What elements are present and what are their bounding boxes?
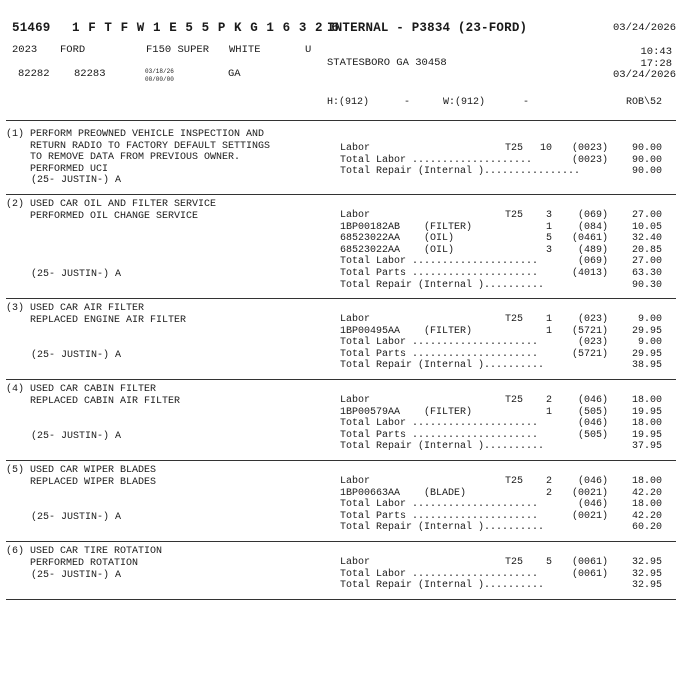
line-code: (023) [577,337,608,349]
technician: (25- JUSTIN-) A [31,569,122,581]
line-quantity: 1 [545,314,552,325]
line-quantity: 5 [545,233,552,245]
line-amount: 9.00 [637,314,662,325]
line-amount: 19.95 [631,406,662,418]
line-amount: 63.30 [631,268,662,279]
line-amount: 19.95 [631,429,662,441]
line-code: (0061) [571,557,608,568]
section-title-line: REPLACED ENGINE AIR FILTER [6,314,187,326]
line-description: Total Labor ..................... [340,499,539,511]
line-description: Labor [340,557,371,568]
line-code: (046) [577,476,608,487]
internal-code: INTERNAL - P3834 (23-FORD) [327,21,528,35]
line-quantity: 5 [545,557,552,568]
phone-home-dash: - [404,97,411,108]
vin: 1 F T F W 1 E 5 5 P K G 1 6 3 2 6 [72,21,340,35]
technician: (25- JUSTIN-) A [31,349,122,361]
line-quantity: 3 [545,244,552,256]
line-amount: 90.00 [631,166,662,178]
line-amount: 32.95 [631,580,662,592]
line-description: Total Repair (Internal ).......... [340,279,545,291]
technician: (25- JUSTIN-) A [31,175,122,187]
vehicle-make: FORD [60,44,86,56]
line-type: T25 [505,557,524,568]
line-quantity: 1 [545,325,552,337]
section-title-line: (6) USED CAR TIRE ROTATION [6,546,163,557]
section-divider [6,194,676,195]
line-description: Total Parts ..................... [340,510,539,522]
line-type: T25 [505,210,524,221]
line-quantity: 2 [545,476,552,487]
line-amount: 29.95 [631,348,662,360]
section-title-line: (5) USED CAR WIPER BLADES [6,465,157,476]
small-date-2: 00/00/00 [145,76,174,83]
line-description: 1BP00182AB (FILTER) [340,221,473,233]
line-amount: 29.95 [631,325,662,337]
vehicle-color: WHITE [229,44,261,56]
line-code: (5721) [571,325,608,337]
line-description: Total Repair (Internal ).......... [340,441,545,453]
section-divider [6,541,676,542]
line-description: Total Labor ..................... [340,256,539,268]
line-quantity: 10 [540,143,553,154]
section-title-line: (2) USED CAR OIL AND FILTER SERVICE [6,199,217,210]
line-amount: 42.20 [631,487,662,499]
section-title-line: REPLACED WIPER BLADES [6,476,157,488]
line-amount: 38.95 [631,360,662,372]
section-title-line: (4) USED CAR CABIN FILTER [6,384,157,395]
line-type: T25 [505,143,524,154]
section-divider [6,460,676,461]
line-code: (0021) [571,487,608,499]
line-amount: 32.95 [631,557,662,568]
section-title-line: (1) PERFORM PREOWNED VEHICLE INSPECTION AND [6,129,265,140]
line-code: (069) [577,210,608,221]
phone-work-dash: - [523,97,530,108]
section-divider [6,379,676,380]
line-quantity: 3 [545,210,552,221]
line-description: Total Labor ..................... [340,337,539,349]
time-1: 10:43 [640,46,672,58]
line-code: (505) [577,429,608,441]
line-code: (489) [577,244,608,256]
line-code: (046) [577,418,608,430]
date-bottom: 03/24/2026 [612,69,676,81]
line-description: Total Labor ..................... [340,418,539,430]
section-title-line: PERFORMED ROTATION [6,557,139,569]
line-code: (0021) [571,510,608,522]
line-code: (505) [577,406,608,418]
line-amount: 9.00 [637,337,662,349]
line-description: Total Parts ..................... [340,429,539,441]
line-description: Total Labor ..................... [340,568,539,580]
line-code: (0023) [571,143,608,154]
phone-work: W:(912) [443,97,486,108]
section-title-line: RETURN RADIO TO FACTORY DEFAULT SETTINGS [6,140,271,152]
line-code: (4013) [571,268,608,279]
line-description: Labor [340,314,371,325]
line-type: T25 [505,395,524,406]
section-title-line: REPLACED CABIN AIR FILTER [6,395,181,407]
technician: (25- JUSTIN-) A [31,269,122,280]
line-type: T25 [505,476,524,487]
location: STATESBORO GA 30458 [327,57,447,69]
vehicle-model: F150 SUPER [146,44,210,56]
time-2: 17:28 [640,58,672,70]
mileage-in: 82282 [18,68,50,80]
section-divider [6,599,676,600]
line-description: 1BP00495AA (FILTER) [340,325,473,337]
line-amount: 18.00 [631,499,662,511]
section-title-line: TO REMOVE DATA FROM PREVIOUS OWNER. [6,152,241,164]
line-amount: 18.00 [631,476,662,487]
line-description: Total Repair (Internal ).......... [340,580,545,592]
ro-number: 51469 [12,21,51,35]
mileage-out: 82283 [74,68,106,80]
technician: (25- JUSTIN-) A [31,430,122,442]
line-description: 1BP00663AA (BLADE) [340,487,467,499]
line-quantity: 2 [545,487,552,499]
line-amount: 18.00 [631,418,662,430]
vehicle-flag: U [305,44,312,56]
line-amount: 27.00 [631,256,662,268]
section-title-line: PERFORMED OIL CHANGE SERVICE [6,210,199,222]
line-description: 68523022AA (OIL) [340,233,455,245]
section-title-line: PERFORMED UCI [6,163,109,175]
line-code: (069) [577,256,608,268]
line-code: (5721) [571,348,608,360]
header-divider [6,120,676,121]
section-title-line: (3) USED CAR AIR FILTER [6,303,145,314]
service-advisor: ROB\52 [625,97,662,108]
technician: (25- JUSTIN-) A [31,511,122,523]
line-description: Labor [340,143,371,154]
line-description: Labor [340,210,371,221]
line-amount: 10.05 [631,221,662,233]
line-amount: 32.95 [631,568,662,580]
line-code: (0461) [571,233,608,245]
line-description: Total Parts ..................... [340,268,539,279]
line-description: Labor [340,395,371,406]
line-description: Total Repair (Internal )................ [340,166,581,178]
line-description: Total Repair (Internal ).......... [340,360,545,372]
small-date-1: 03/18/26 [145,68,174,75]
line-description: 1BP00579AA (FILTER) [340,406,473,418]
phone-home: H:(912) [327,97,370,108]
line-amount: 18.00 [631,395,662,406]
line-amount: 60.20 [631,522,662,534]
line-description: Total Parts ..................... [340,348,539,360]
line-amount: 32.40 [631,233,662,245]
line-code: (023) [577,314,608,325]
line-code: (0023) [571,154,608,166]
section-divider [6,298,676,299]
line-code: (0061) [571,568,608,580]
date-top: 03/24/2026 [612,22,676,34]
line-amount: 90.00 [631,143,662,154]
line-amount: 20.85 [631,244,662,256]
state: GA [228,68,241,80]
line-code: (046) [577,395,608,406]
line-description: Total Repair (Internal ).......... [340,522,545,534]
line-quantity: 1 [545,221,552,233]
line-type: T25 [505,314,524,325]
line-amount: 37.95 [631,441,662,453]
line-amount: 90.00 [631,154,662,166]
line-description: 68523022AA (OIL) [340,244,455,256]
line-amount: 42.20 [631,510,662,522]
line-amount: 27.00 [631,210,662,221]
line-code: (046) [577,499,608,511]
line-description: Labor [340,476,371,487]
vehicle-year: 2023 [12,44,38,56]
line-quantity: 1 [545,406,552,418]
line-amount: 90.30 [631,279,662,291]
line-quantity: 2 [545,395,552,406]
line-description: Total Labor .................... [340,154,533,166]
line-code: (084) [577,221,608,233]
